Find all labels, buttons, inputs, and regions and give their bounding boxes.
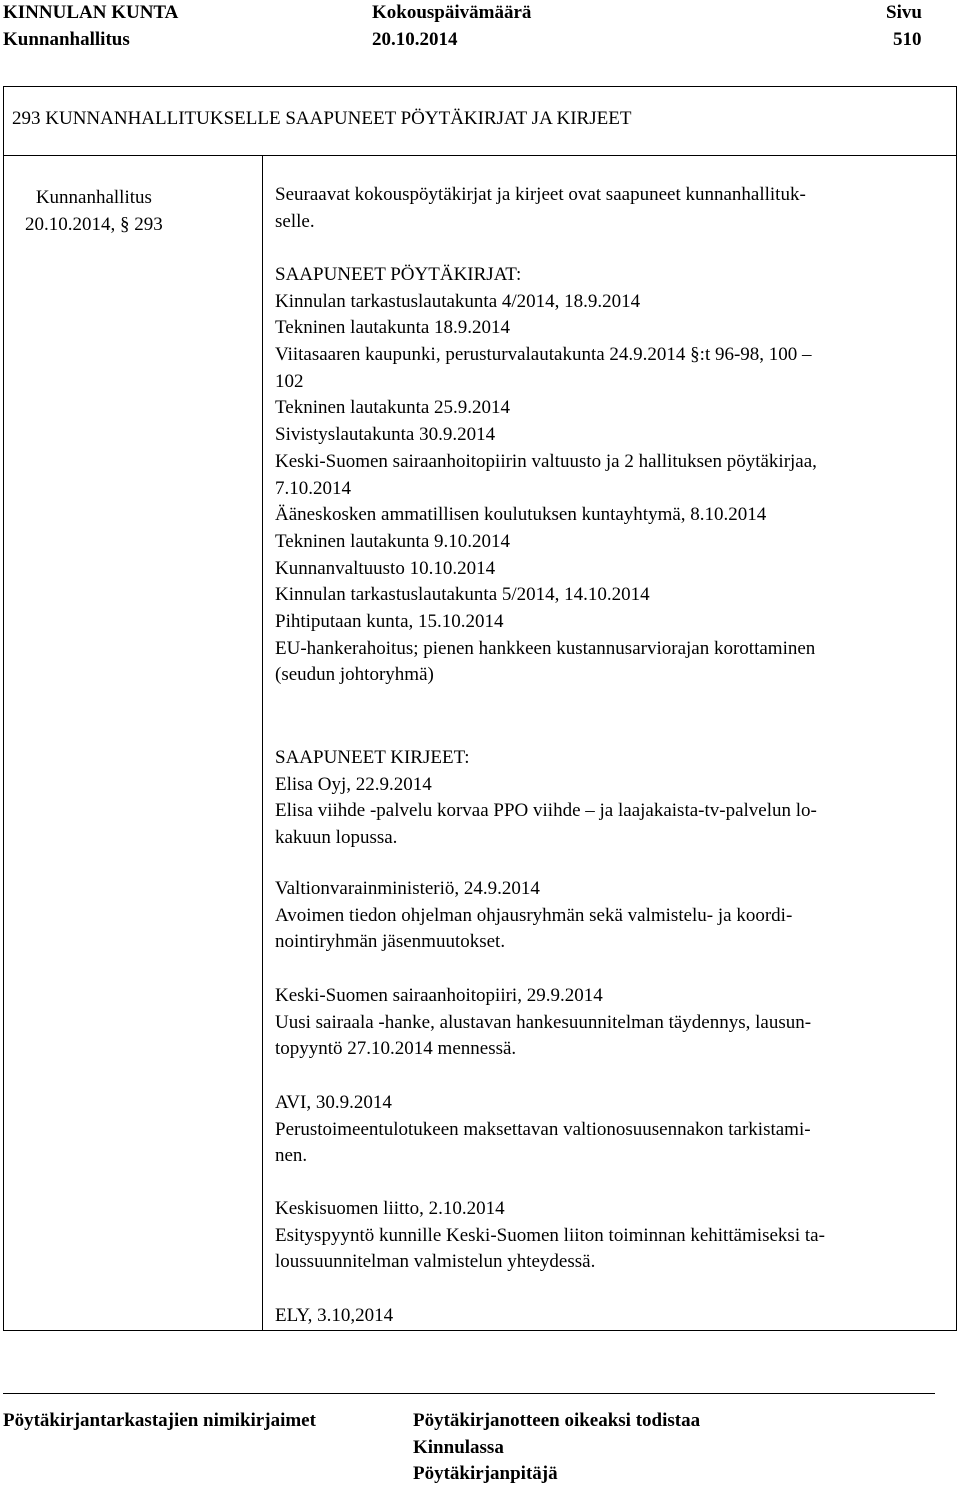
letter-sender: AVI, 30.9.2014	[275, 1092, 392, 1113]
letter-item	[275, 876, 947, 956]
list-item: Kinnulan tarkastuslautakunta 4/2014, 18.9.2014	[275, 290, 641, 312]
list-item: Tekninen lautakunta 25.9.2014	[275, 397, 511, 419]
letter-description: topyyntö 27.10.2014 mennessä.	[275, 1038, 517, 1060]
footer-certified-copy: Pöytäkirjanotteen oikeaksi todistaa	[413, 1410, 701, 1431]
section-reference-date: 20.10.2014, § 293	[25, 213, 163, 235]
intro-line: Seuraavat kokouspöytäkirjat ja kirjeet ovat saapuneet kunnanhallituk-	[275, 184, 806, 205]
footer-place: Kinnulassa	[413, 1437, 504, 1458]
list-item: Keski-Suomen sairaanhoitopiirin valtuusto ja 2 hallituksen pöytäkirjaa,	[275, 450, 817, 472]
letter-sender: ELY, 3.10,2014	[275, 1305, 394, 1326]
received-minutes-list	[275, 262, 947, 689]
letter-sender: Valtionvarainministeriö, 24.9.2014	[275, 878, 540, 899]
footer-inspectors-initials: Pöytäkirjantarkastajien nimikirjaimet	[3, 1410, 316, 1431]
section-title: 293 KUNNANHALLITUKSELLE SAAPUNEET PÖYTÄKIRJAT JA KIRJEET	[12, 108, 632, 129]
organization-name: KINNULAN KUNTA	[3, 2, 179, 23]
list-item: Kinnulan tarkastuslautakunta 5/2014, 14.10.2014	[275, 584, 650, 606]
letter-sender: Elisa Oyj, 22.9.2014	[275, 773, 432, 795]
letter-item	[275, 983, 947, 1063]
letter-description: Elisa viihde -palvelu korvaa PPO viihde – ja laajakaista-tv-palvelun lo-	[275, 800, 817, 822]
intro-paragraph	[275, 182, 947, 235]
list-item: Kunnanvaltuusto 10.10.2014	[275, 557, 496, 579]
letter-sender: Keski-Suomen sairaanhoitopiiri, 29.9.2014	[275, 985, 603, 1006]
footer-secretary: Pöytäkirjanpitäjä	[413, 1463, 558, 1484]
letter-description: nointiryhmän jäsenmuutokset.	[275, 931, 506, 953]
letter-description: nen.	[275, 1145, 308, 1167]
footer-rule	[3, 1393, 935, 1394]
letter-description: loussuunnitelman valmistelun yhteydessä.	[275, 1251, 596, 1273]
list-item: Ääneskosken ammatillisen koulutuksen kuntayhtymä, 8.10.2014	[275, 504, 767, 526]
page-number: 510	[893, 29, 922, 50]
list-item: Sivistyslautakunta 30.9.2014	[275, 424, 496, 446]
letter-description: Perustoimeentulotukeen maksettavan valtionosuusennakon tarkistami-	[275, 1118, 811, 1140]
letter-description: kakuun lopussa.	[275, 827, 398, 849]
received-minutes-heading: SAAPUNEET PÖYTÄKIRJAT:	[275, 264, 522, 285]
letter-description: Avoimen tiedon ohjelman ohjausryhmän sekä valmistelu- ja koordi-	[275, 904, 793, 926]
section-reference	[25, 185, 163, 238]
list-item: 102	[275, 370, 304, 392]
letter-item	[275, 1303, 947, 1330]
received-letters-list	[275, 745, 947, 852]
meeting-date-label: Kokouspäivämäärä	[372, 2, 532, 23]
list-item: 7.10.2014	[275, 477, 351, 499]
list-item: Tekninen lautakunta 9.10.2014	[275, 530, 511, 552]
list-item: Tekninen lautakunta 18.9.2014	[275, 317, 511, 339]
section-divider	[3, 155, 957, 156]
letter-description: Uusi sairaala -hanke, alustavan hankesuunnitelman täydennys, lausun-	[275, 1011, 812, 1033]
section-reference-body: Kunnanhallitus	[35, 187, 152, 208]
received-letters-heading: SAAPUNEET KIRJEET:	[275, 747, 470, 768]
list-item: Viitasaaren kaupunki, perusturvalautakunta 24.9.2014 §:t 96-98, 100 –	[275, 344, 812, 366]
page-label: Sivu	[886, 2, 922, 23]
list-item: EU-hankerahoitus; pienen hankkeen kustannusarviorajan korottaminen	[275, 637, 816, 659]
letter-sender: Keskisuomen liitto, 2.10.2014	[275, 1198, 505, 1219]
letter-item	[275, 1090, 947, 1170]
list-item: Pihtiputaan kunta, 15.10.2014	[275, 610, 504, 632]
letter-item	[275, 1196, 947, 1276]
letter-description: Esityspyyntö kunnille Keski-Suomen liiton toiminnan kehittämiseksi ta-	[275, 1224, 825, 1246]
meeting-date: 20.10.2014	[372, 29, 458, 50]
intro-line: selle.	[275, 210, 315, 232]
column-divider	[262, 155, 263, 1331]
list-item: (seudun johtoryhmä)	[275, 664, 434, 686]
governing-body: Kunnanhallitus	[3, 29, 130, 50]
